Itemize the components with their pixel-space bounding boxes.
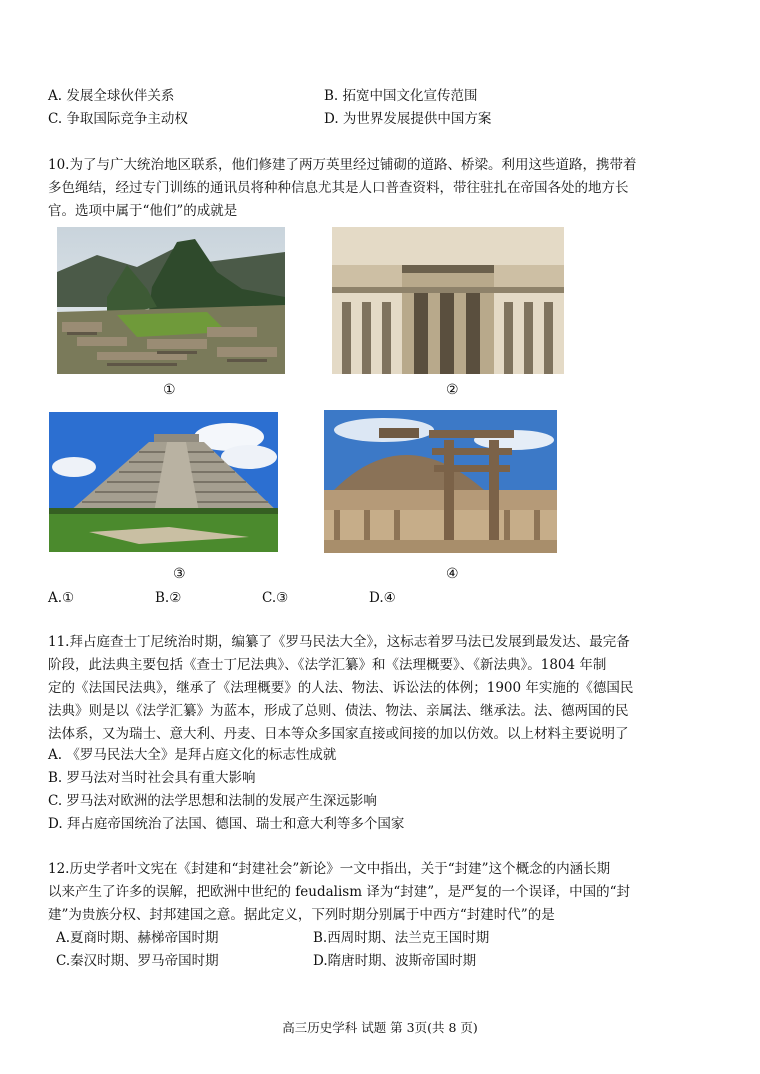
image-egyptian-temple [332,227,564,374]
question-12-stem [48,858,712,927]
question-11-stem [48,631,712,746]
q12-stem-line-1: 12.历史学者叶文宪在《封建和“封建社会”新论》一文中指出，关于“封建”这个概念的内涵长期 [48,861,611,877]
page-footer: 高三历史学科 试题 第 3页(共 8 页) [282,1020,478,1035]
q11-stem-line-5: 法体系，又为瑞士、意大利、丹麦、日本等众多国家直接或间接的加以仿效。以上材料主要说明了 [48,726,629,742]
q12-option-c[interactable]: C.秦汉时期、罗马帝国时期 [56,953,219,969]
q10-option-c[interactable]: C.③ [262,590,289,606]
q12-stem-line-3: 建”为贵族分权、封邦建国之意。据此定义，下列时期分别属于中西方“封建时代”的是 [48,907,555,923]
q12-option-a[interactable]: A.夏商时期、赫梯帝国时期 [56,930,219,946]
caption-image-2: ② [446,382,459,398]
q10-option-a[interactable]: A.① [48,590,75,606]
q11-stem-line-4: 法典》则是以《法学汇纂》为蓝本，形成了总则、债法、物法、亲属法、继承法。法、德两国的民 [48,703,629,719]
q11-stem-line-3: 定的《法国民法典》，继承了《法理概要》的人法、物法、诉讼法的体例；1900 年实施的《德国民 [48,680,634,696]
q10-option-b[interactable]: B.② [155,590,182,606]
q11-option-a[interactable]: A. 《罗马民法大全》是拜占庭文化的标志性成就 [48,747,337,763]
q10-option-d[interactable]: D.④ [369,590,396,606]
q10-stem-line-3: 官。选项中属于“他们”的成就是 [48,203,238,219]
q11-option-d[interactable]: D. 拜占庭帝国统治了法国、德国、瑞士和意大利等多个国家 [48,816,405,832]
q12-stem-line-2: 以来产生了许多的误解，把欧洲中世纪的 feudalism 译为“封建”，是严复的一个误译，中国的“封 [48,884,631,900]
q11-stem-line-1: 11.拜占庭查士丁尼统治时期，编纂了《罗马民法大全》，这标志着罗马法已发展到最发达、最完备 [48,634,630,650]
question-10-stem [48,154,712,223]
q11-stem-line-2: 阶段，此法典主要包括《查士丁尼法典》、《法学汇纂》和《法理概要》、《新法典》。1804 年制 [48,657,607,673]
image-mayan-pyramid [49,412,278,552]
q11-option-c[interactable]: C. 罗马法对欧洲的法学思想和法制的发展产生深远影响 [48,793,377,809]
option-a-prev[interactable]: A. 发展全球伙伴关系 [48,88,175,104]
caption-image-1: ① [163,382,176,398]
option-b-prev[interactable]: B. 拓宽中国文化宣传范围 [324,88,478,104]
q12-option-b[interactable]: B.西周时期、法兰克王国时期 [313,930,490,946]
caption-image-4: ④ [446,566,459,582]
q10-stem-line-1: 10.为了与广大统治地区联系，他们修建了两万英里经过铺砌的道路、桥梁。利用这些道路，携带着 [48,157,637,173]
image-machu-picchu [57,227,285,374]
image-sanchi-stupa [324,410,557,553]
q11-option-b[interactable]: B. 罗马法对当时社会具有重大影响 [48,770,256,786]
q12-option-d[interactable]: D.隋唐时期、波斯帝国时期 [313,953,477,969]
option-c-prev[interactable]: C. 争取国际竞争主动权 [48,111,188,127]
caption-image-3: ③ [173,566,186,582]
option-d-prev[interactable]: D. 为世界发展提供中国方案 [324,111,492,127]
q10-stem-line-2: 多色绳结，经过专门训练的通讯员将种种信息尤其是人口普查资料，带往驻扎在帝国各处的地方长 [48,180,629,196]
